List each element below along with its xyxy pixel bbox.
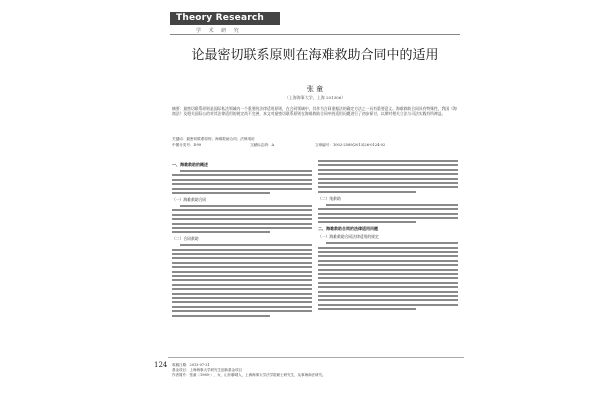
footer-divider bbox=[168, 357, 464, 358]
fund-project: 基金项目：上海海事大学研究生创新基金项目 bbox=[172, 368, 242, 372]
header-divider bbox=[170, 34, 460, 35]
article-abstract: 摘要：最密切联系原则是国际私法领域内一个重要的法律适用原则，在合同领域中，其作为合同准据法的确定方法之一具有重要意义。海难救助合同具有特殊性，我国《海商法》及相关国际公约对其法律适用的规定尚不完善，本文对最密切联系原则在海难救助合同中的适用问题进行了初步探讨，以期对相关立法与司法实践有所裨益。 bbox=[172, 106, 457, 116]
document-code: 文献标志码：A bbox=[250, 143, 275, 147]
paragraph bbox=[172, 244, 312, 316]
subsection-heading: （二）合同救助 bbox=[172, 236, 199, 242]
footnotes bbox=[172, 363, 462, 378]
body-column-left bbox=[172, 160, 312, 320]
page-number: 124 bbox=[154, 361, 168, 369]
article-author: 张 童 bbox=[306, 85, 324, 93]
author-affiliation: （上海海事大学，上海 201306） bbox=[284, 95, 346, 100]
paragraph bbox=[172, 205, 312, 233]
journal-title-en: Theory Research bbox=[176, 13, 265, 23]
subsection-heading: （一）海难救助合同 bbox=[172, 196, 207, 202]
paragraph bbox=[318, 242, 458, 310]
article-keywords: 关键词：最密切联系原则；海难救助合同；法律适用 bbox=[172, 137, 255, 141]
paragraph bbox=[318, 160, 458, 193]
article-title: 论最密切联系原则在海难救助合同中的适用 bbox=[191, 48, 439, 63]
subsection-heading: （一）海难救助合同法律适用的规定 bbox=[318, 234, 379, 240]
section-heading: 一、海难救助的概述 bbox=[172, 162, 208, 167]
article-number: 文章编号：1002-2589(2013)26-0124-02 bbox=[315, 143, 386, 147]
paragraph bbox=[318, 204, 458, 224]
body-column-right bbox=[318, 160, 458, 313]
subsection-heading: （二）纯救助 bbox=[318, 195, 341, 201]
received-date: 收稿日期：2013-07-31 bbox=[172, 363, 210, 367]
paragraph bbox=[172, 170, 312, 194]
classification-number: 中图分类号：D99 bbox=[172, 143, 202, 147]
section-heading: 二、海难救助合同的法律适用问题 bbox=[318, 226, 378, 232]
journal-title-cn: 学 术 研 究 bbox=[196, 28, 242, 34]
author-bio: 作者简介：张童（1989-），女，山东聊城人，上海海事大学法学院硕士研究生，从事海商法研究。 bbox=[172, 373, 326, 377]
